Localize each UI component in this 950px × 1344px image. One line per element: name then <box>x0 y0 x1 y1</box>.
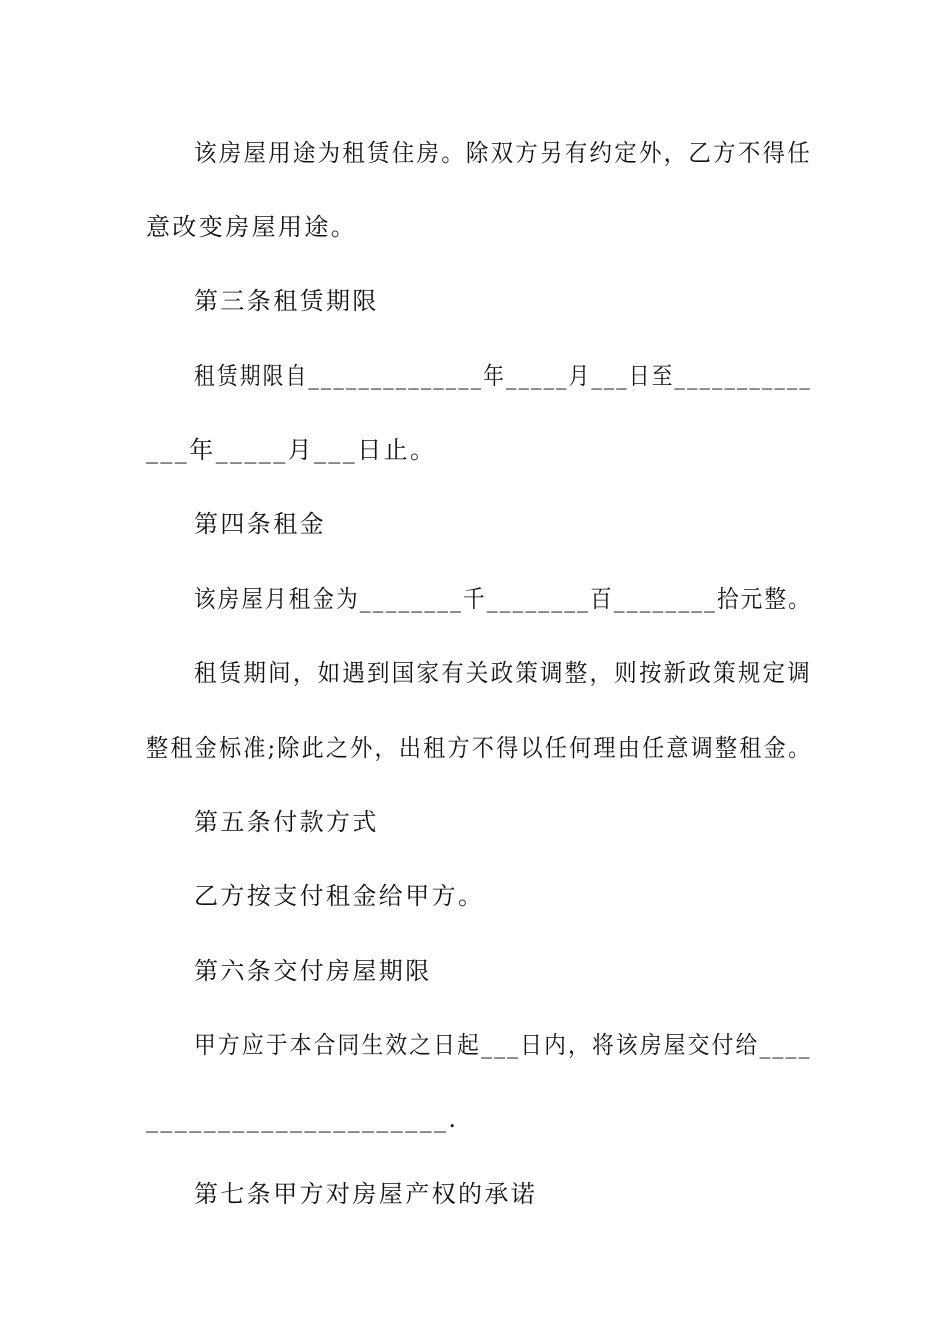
paragraph-line: 乙方按支付租金给甲方。 <box>194 882 485 910</box>
paragraph-line: 该房屋用途为租赁住房。除双方另有约定外，乙方不得任 <box>194 139 812 167</box>
section-heading-7: 第七条甲方对房屋产权的承诺 <box>194 1180 538 1208</box>
section-heading-5: 第五条付款方式 <box>194 808 379 836</box>
paragraph-line: ___年_____月___日止。 <box>146 436 437 464</box>
paragraph-line: 租赁期间，如遇到国家有关政策调整，则按新政策规定调 <box>194 659 812 687</box>
paragraph-line: 意改变房屋用途。 <box>146 213 358 241</box>
paragraph-line: 该房屋月租金为________千________百________拾元整。 <box>194 585 812 613</box>
section-heading-4: 第四条租金 <box>194 510 326 538</box>
paragraph-line: 租赁期限自______________年_____月___日至___________ <box>194 362 812 390</box>
paragraph-line: 甲方应于本合同生效之日起___日内，将该房屋交付给____ <box>194 1031 812 1059</box>
section-heading-6: 第六条交付房屋期限 <box>194 957 432 985</box>
paragraph-line: 整租金标准;除此之外，出租方不得以任何理由任意调整租金。 <box>146 734 813 762</box>
section-heading-3: 第三条租赁期限 <box>194 287 379 315</box>
paragraph-line: _____________________. <box>146 1105 459 1133</box>
